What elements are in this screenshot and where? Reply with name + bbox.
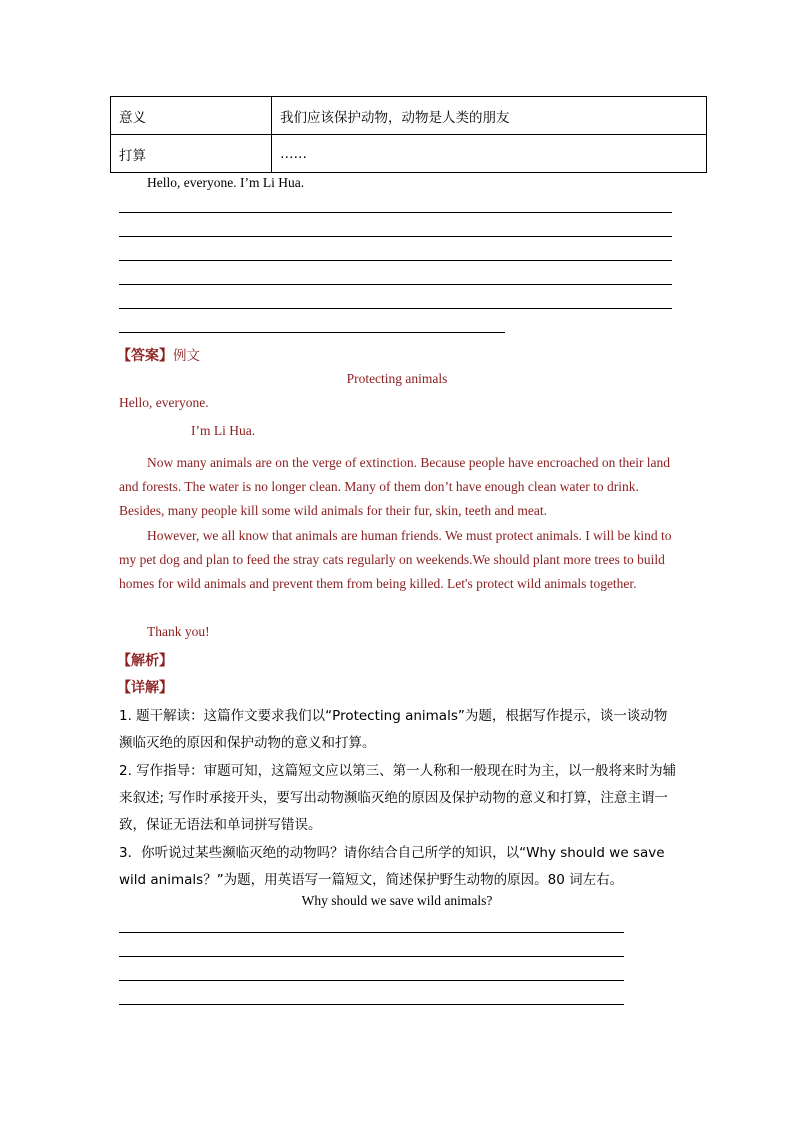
point-2: 2. 写作指导：审题可知，这篇短文应以第三、第一人称和一般现在时为主，以一般将来时为辅来叙述; 写作时承接开头，要写出动物濒临灭绝的原因及保护动物的意义和打算，注意主谓一致，保证无语法和单词拼写错误。 xyxy=(119,763,677,833)
essay-paragraph-2: However, we all know that animals are human friends. We must protect animals. I will be kind to my pet dog and plan to feed the stray cats regularly on weekends.We should plant more trees to build homes for wild animals and prevent them from being killed. Let's protect wild animals together. xyxy=(119,528,672,591)
analysis-tag: 【解析】 xyxy=(117,653,173,669)
writing-line xyxy=(119,1004,624,1005)
essay-paragraph-1: Now many animals are on the verge of extinction. Because people have encroached on their land and forests. The water is no longer clean. Many of them don’t have enough clean water to drink. Besides, many people kill some wild animals for their fur, skin, teeth and meat. xyxy=(119,455,671,518)
essay-title: Protecting animals xyxy=(346,371,448,386)
writing-line xyxy=(119,284,672,285)
greeting-prompt: Hello, everyone. I’m Li Hua. xyxy=(147,175,305,190)
essay-hello: Hello, everyone. xyxy=(119,395,209,410)
essay-intro: I’m Li Hua. xyxy=(191,423,256,438)
point-1: 1. 题干解读：这篇作文要求我们以“Protecting animals”为题，根据写作提示，谈一谈动物濒临灭绝的原因和保护动物的意义和打算。 xyxy=(119,708,668,751)
writing-line xyxy=(119,332,505,333)
essay-thanks: Thank you! xyxy=(147,624,210,639)
table-value: …… xyxy=(272,135,707,173)
table-key: 意义 xyxy=(111,97,272,135)
writing-line xyxy=(119,260,672,261)
table-row xyxy=(111,135,707,173)
writing-line xyxy=(119,980,624,981)
writing-line xyxy=(119,956,624,957)
outline-table xyxy=(110,96,707,173)
answer-tag: 【答案】 xyxy=(117,348,173,364)
question-3-title: Why should we save wild animals? xyxy=(301,893,493,908)
table-row xyxy=(111,97,707,135)
writing-line xyxy=(119,932,624,933)
writing-line xyxy=(119,212,672,213)
writing-line xyxy=(119,308,672,309)
table-value: 我们应该保护动物，动物是人类的朋友 xyxy=(272,97,707,135)
writing-line xyxy=(119,236,672,237)
detail-tag: 【详解】 xyxy=(117,680,173,696)
answer-heading xyxy=(117,344,200,365)
table-key: 打算 xyxy=(111,135,272,173)
question-3: 3．你听说过某些濒临灭绝的动物吗？请你结合自己所学的知识，以“Why should we save wild animals？”为题，用英语写一篇短文，简述保护野生动物的原因。80 词左右。 xyxy=(119,845,665,888)
answer-example-label: 例文 xyxy=(173,348,200,364)
